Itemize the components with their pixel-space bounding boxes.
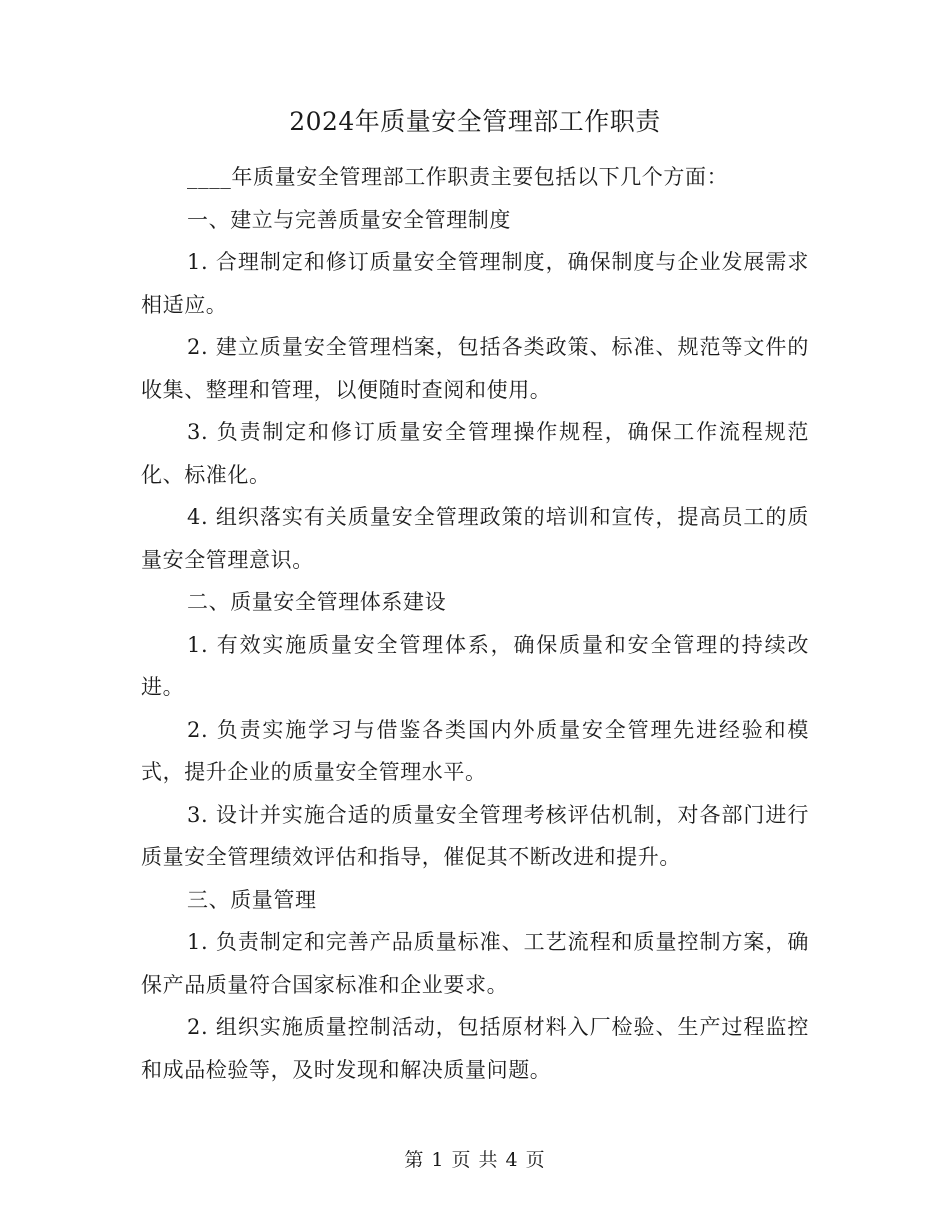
intro-paragraph: ____年质量安全管理部工作职责主要包括以下几个方面： [187,165,729,189]
document-body [141,156,809,1091]
list-item: 1. 合理制定和修订质量安全管理制度，确保制度与企业发展需求相适应。 [141,250,809,317]
list-item: 1. 有效实施质量安全管理体系，确保质量和安全管理的持续改进。 [141,632,809,699]
list-item: 2. 建立质量安全管理档案，包括各类政策、标准、规范等文件的收集、整理和管理，以便随时查阅和使用。 [141,335,809,402]
page-footer: 第 1 页 共 4 页 [404,1149,546,1171]
document-title: 2024年质量安全管理部工作职责 [289,107,661,136]
section-heading-2: 二、质量安全管理体系建设 [187,590,447,614]
section-heading-1: 一、建立与完善质量安全管理制度 [187,207,511,232]
list-item: 3. 负责制定和修订质量安全管理操作规程，确保工作流程规范化、标准化。 [141,420,809,487]
list-item: 2. 组织实施质量控制活动，包括原材料入厂检验、生产过程监控和成品检验等，及时发现和解决质量问题。 [141,1015,809,1082]
list-item: 3. 设计并实施合适的质量安全管理考核评估机制，对各部门进行质量安全管理绩效评估和指导，催促其不断改进和提升。 [141,802,809,869]
list-item: 2. 负责实施学习与借鉴各类国内外质量安全管理先进经验和模式，提升企业的质量安全管理水平。 [141,717,809,784]
section-heading-3: 三、质量管理 [187,887,317,912]
list-item: 1. 负责制定和完善产品质量标准、工艺流程和质量控制方案，确保产品质量符合国家标准和企业要求。 [141,930,809,997]
list-item: 4. 组织落实有关质量安全管理政策的培训和宣传，提高员工的质量安全管理意识。 [141,505,809,572]
